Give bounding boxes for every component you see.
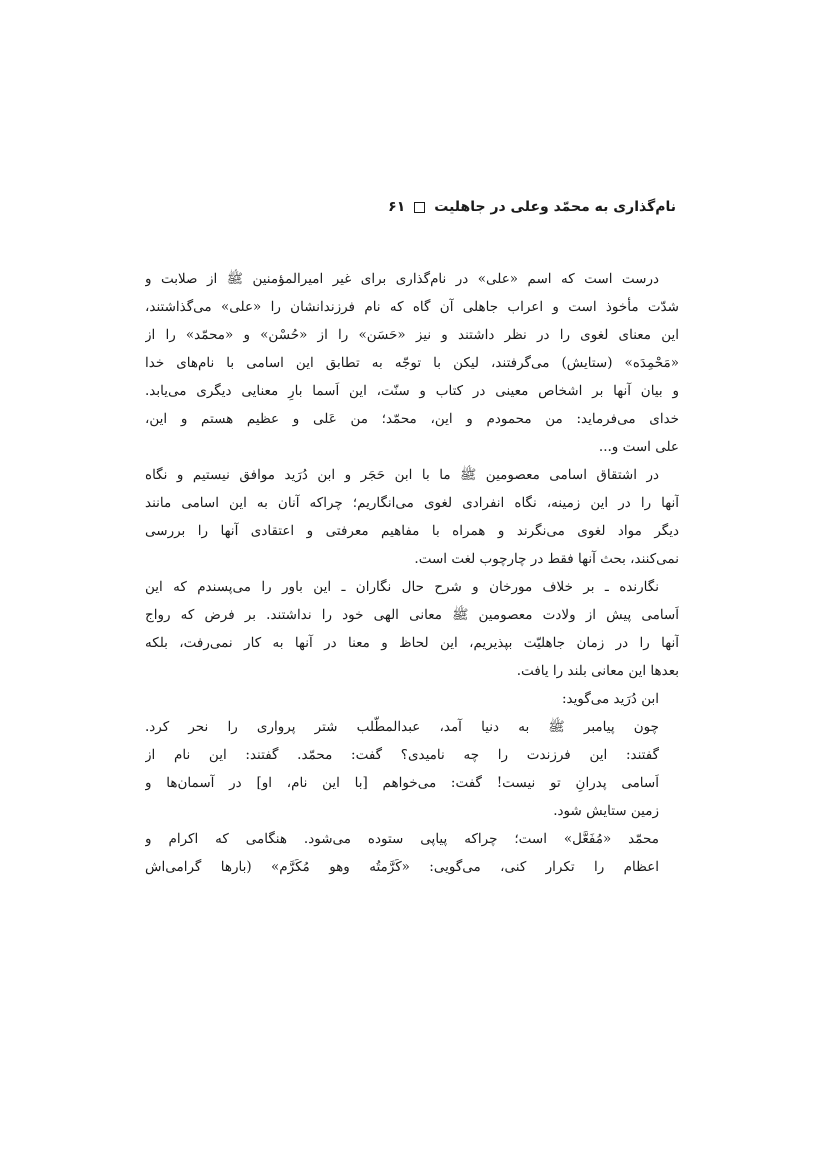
text-line: نگارنده ـ بر خلاف مورخان و شرح حال نگاران ـ این باور را می‌پسندم که این — [145, 579, 659, 595]
text-line: علی است و... — [598, 439, 679, 455]
quote-line: محمّد «مُفَعَّل» است؛ چراکه پیاپی ستوده می‌شود. هنگامی که اکرام و — [145, 831, 659, 847]
text-line: دیگر مواد لغوی می‌نگرند و همراه با مفاهیم معرفتی و اعتقادی آنها را بررسی — [145, 523, 679, 539]
running-header — [148, 196, 676, 218]
text-line: ابن دُرَید می‌گوید: — [561, 691, 659, 707]
running-header-title: نام‌گذاری به محمّد وعلی در جاهلیت — [434, 199, 676, 215]
text-line: درست است که اسم «علی» در نام‌گذاری برای غیر امیرالمؤمنین ﷺ از صلابت و — [145, 271, 659, 287]
text-line: آنها را در زمان جاهلیّت بپذیریم، این لحاظ و معنا در آنها به کار نمی‌رفت، بلکه — [145, 635, 679, 651]
text-line: و بیان آنها بر اشخاص معینی در کتاب و سنّت، این اَسما بارِ معنایی دیگری می‌یابد. — [145, 383, 679, 399]
quote-line: اعظام را تکرار کنی، می‌گویی: «کَرَّمتُه وهو مُکَرَّم» (بارها گرامی‌اش — [145, 859, 659, 875]
text-line: بعدها این معانی بلند را یافت. — [516, 663, 679, 679]
text-line: شدّت مأخوذ است و اعراب جاهلی آن گاه که نام فرزندانشان را «علی» می‌گذاشتند، — [145, 299, 679, 315]
quote-line: زمین ستایش شود. — [553, 803, 659, 819]
quote-line: اَسامی پدرانِ تو نیست! گفت: می‌خواهم [با این نام، او] در آسمان‌ها و — [145, 775, 659, 791]
page-number: ۶۱ — [388, 199, 406, 215]
text-line: نمی‌کنند، بحث آنها فقط در چارچوب لغت است. — [414, 551, 679, 567]
text-line: اَسامی پیش از ولادت معصومین ﷺ معانی الهی خود را نداشتند. بر فرض که رواج — [145, 607, 679, 623]
header-square-icon — [414, 202, 425, 213]
text-line: «مَحْمِدَه» (ستایش) می‌گرفتند، لیکن با توجّه به تطابق این اسامی با نام‌های خدا — [145, 355, 679, 371]
quote-line: چون پیامبر ﷺ به دنیا آمد، عبدالمطّلب شتر پرواری را نحر کرد. — [145, 719, 659, 735]
quote-line: گفتند: این فرزندت را چه نامیدی؟ گفت: محمّد. گفتند: این نام از — [145, 747, 659, 763]
text-line: این معنای لغوی را در نظر داشتند و نیز «حَسَن» را از «حُسْن» و «محمّد» را از — [145, 327, 679, 343]
text-line: آنها را در این زمینه، نگاه انفرادی لغوی می‌انگاریم؛ چراکه آنان به این اسامی مانند — [145, 495, 679, 511]
text-line: در اشتقاق اسامی معصومین ﷺ ما با ابن حَجَر و ابن دُرَید موافق نیستیم و نگاه — [145, 467, 659, 483]
text-line: خدای می‌فرماید: من محمودم و این، محمّد؛ من عَلی و عظیم هستم و این، — [145, 411, 679, 427]
